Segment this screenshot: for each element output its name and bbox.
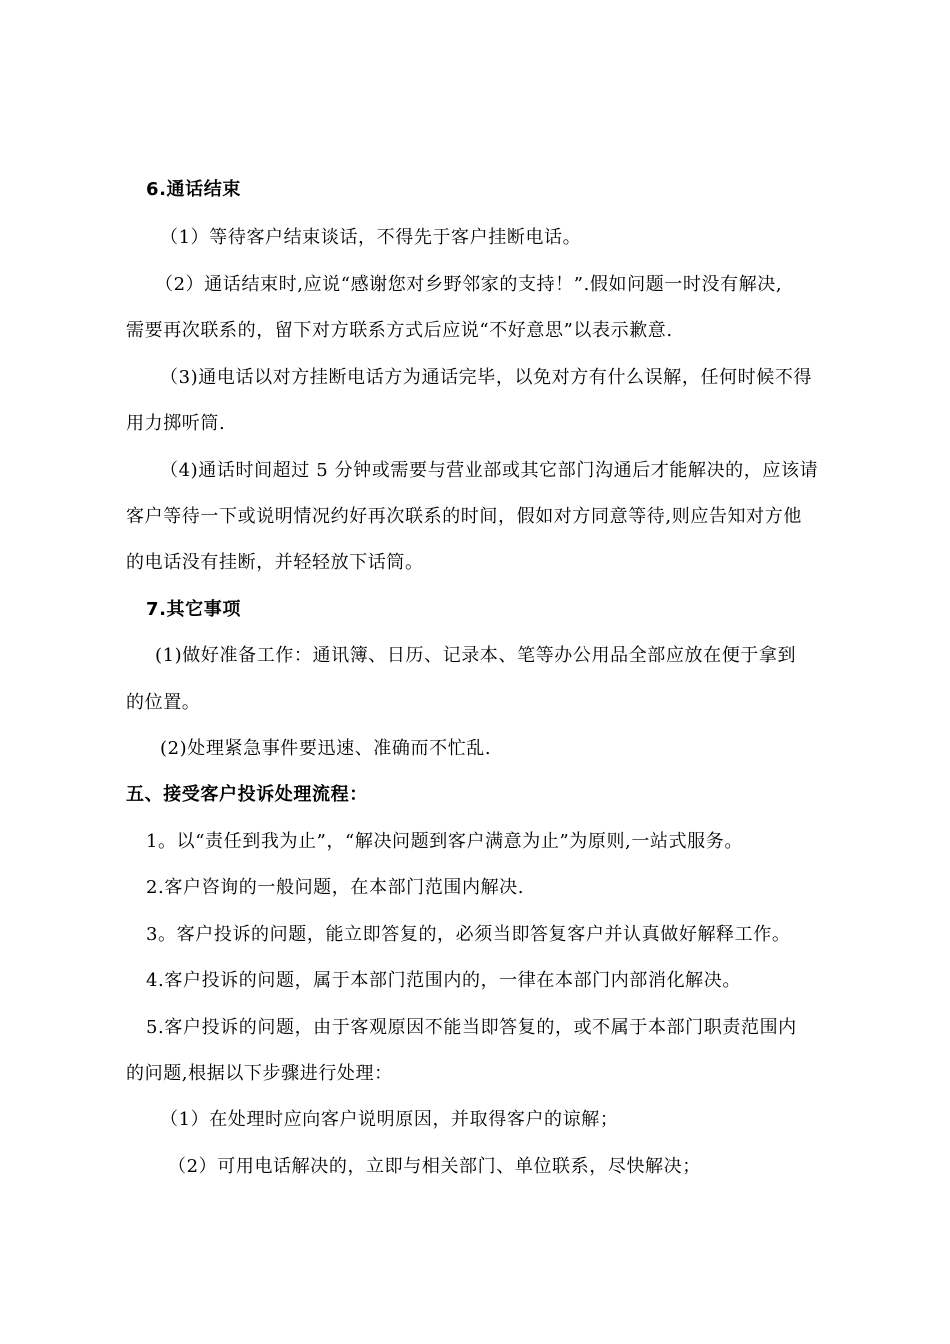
section-5-item-5-line-1: 5.客户投诉的问题，由于客观原因不能当即答复的，或不属于本部门职责范围内 bbox=[146, 1017, 797, 1038]
section-6-paragraph-3-line-2: 用力掷听筒. bbox=[126, 413, 226, 434]
section-6-paragraph-3-line-1: （3)通电话以对方挂断电话方为通话完毕，以免对方有什么误解，任何时候不得 bbox=[160, 367, 813, 388]
section-6-paragraph-4-line-3: 的电话没有挂断，并轻轻放下话筒。 bbox=[126, 552, 424, 573]
section-5-sub-item-1: （1）在处理时应向客户说明原因，并取得客户的谅解； bbox=[160, 1109, 619, 1130]
section-6-paragraph-4-line-1: （4)通话时间超过 5 分钟或需要与营业部或其它部门沟通后才能解决的，应该请 bbox=[160, 460, 819, 481]
section-6-paragraph-1: （1）等待客户结束谈话，不得先于客户挂断电话。 bbox=[160, 227, 582, 248]
section-7-paragraph-1-line-2: 的位置。 bbox=[126, 692, 201, 713]
section-7-heading: 7.其它事项 bbox=[146, 599, 241, 620]
section-5-sub-item-2: （2）可用电话解决的，立即与相关部门、单位联系，尽快解决； bbox=[168, 1156, 701, 1177]
section-6-paragraph-4-line-2: 客户等待一下或说明情况约好再次联系的时间，假如对方同意等待,则应告知对方他 bbox=[126, 506, 802, 527]
section-5-item-3: 3。客户投诉的问题，能立即答复的，必须当即答复客户并认真做好解释工作。 bbox=[146, 924, 791, 945]
section-6-paragraph-2-line-1: （2）通话结束时,应说“感谢您对乡野邻家的支持！”.假如问题一时没有解决, bbox=[155, 274, 783, 295]
section-5-item-4: 4.客户投诉的问题，属于本部门范围内的，一律在本部门内部消化解决。 bbox=[146, 970, 741, 991]
section-5-heading: 五、接受客户投诉处理流程： bbox=[126, 784, 368, 805]
section-5-item-2: 2.客户咨询的一般问题，在本部门范围内解决. bbox=[146, 877, 525, 898]
section-7-paragraph-2: (2)处理紧急事件要迅速、准确而不忙乱. bbox=[160, 738, 492, 759]
section-6-heading: 6.通话结束 bbox=[146, 179, 241, 200]
section-5-item-5-line-2: 的问题,根据以下步骤进行处理： bbox=[126, 1063, 393, 1084]
section-5-item-1: 1。以“责任到我为止”，“解决问题到客户满意为止”为原则,一站式服务。 bbox=[146, 831, 743, 852]
section-6-paragraph-2-line-2: 需要再次联系的，留下对方联系方式后应说“不好意思”以表示歉意. bbox=[126, 320, 673, 341]
section-7-paragraph-1-line-1: (1)做好准备工作：通讯簿、日历、记录本、笔等办公用品全部应放在便于拿到 bbox=[155, 645, 797, 666]
